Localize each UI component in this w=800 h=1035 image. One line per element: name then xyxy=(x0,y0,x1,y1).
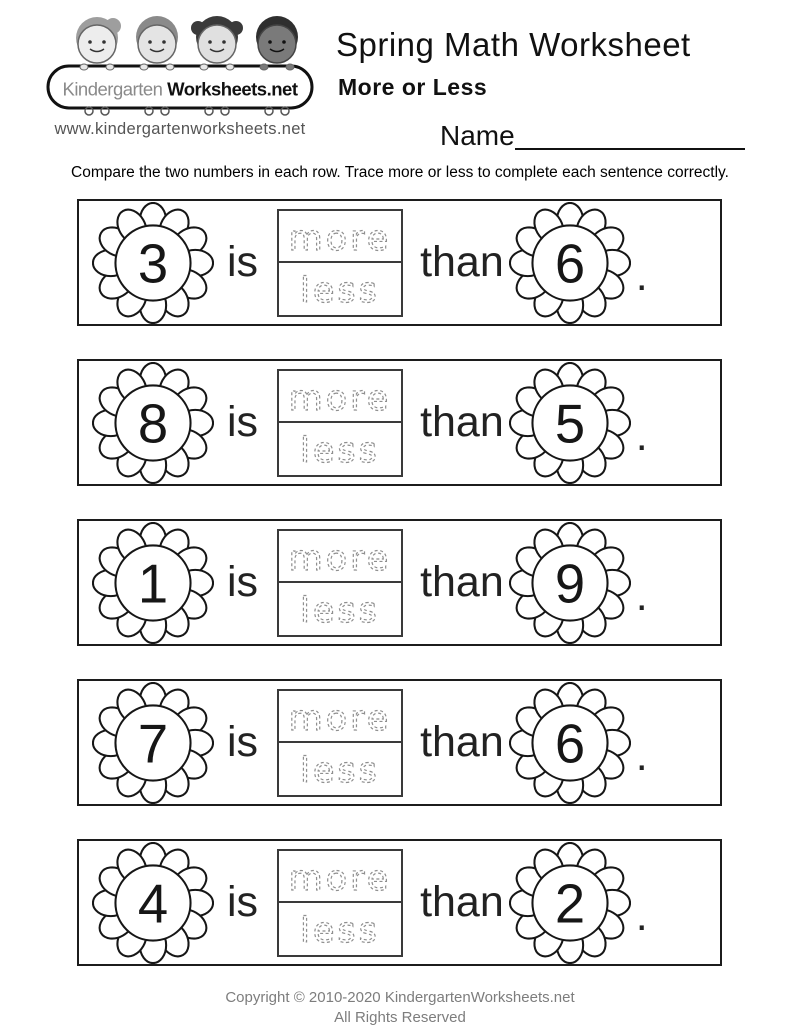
trace-cell-more[interactable] xyxy=(279,531,401,583)
site-logo xyxy=(45,16,315,116)
trace-word-less[interactable]: less xyxy=(300,430,380,471)
trace-word-more[interactable]: more xyxy=(288,858,392,899)
worksheet-header xyxy=(0,0,800,199)
instructions-text: Compare the two numbers in each row. Trace more or less to complete each sentence correctly. xyxy=(71,164,729,181)
trace-word-more[interactable]: more xyxy=(288,698,392,739)
worksheet-row xyxy=(77,359,722,486)
trace-cell-more[interactable] xyxy=(279,211,401,263)
trace-cell-more[interactable] xyxy=(279,691,401,743)
right-number: 6 xyxy=(554,713,585,775)
flower-icon xyxy=(92,362,214,484)
trace-word-more[interactable]: more xyxy=(288,218,392,259)
word-than: than xyxy=(420,718,504,766)
footer xyxy=(0,988,800,1029)
left-number: 1 xyxy=(137,553,169,615)
word-is: is xyxy=(227,558,259,606)
sentence-period: . xyxy=(635,572,648,620)
word-is: is xyxy=(227,238,259,286)
trace-box[interactable] xyxy=(277,369,403,477)
sentence-period: . xyxy=(635,732,648,780)
word-than: than xyxy=(420,558,504,606)
left-number: 8 xyxy=(137,393,169,455)
trace-cell-less[interactable] xyxy=(279,263,401,313)
trace-cell-less[interactable] xyxy=(279,423,401,473)
word-than: than xyxy=(420,878,504,926)
trace-box[interactable] xyxy=(277,689,403,797)
worksheet-rows xyxy=(77,199,722,966)
trace-cell-more[interactable] xyxy=(279,851,401,903)
flower-icon xyxy=(509,362,631,484)
name-input-line[interactable] xyxy=(515,122,745,150)
word-is: is xyxy=(227,718,259,766)
flower-icon xyxy=(92,202,214,324)
trace-word-less[interactable]: less xyxy=(300,590,380,631)
flower-icon xyxy=(509,522,631,644)
page-title: Spring Math Worksheet xyxy=(336,26,691,63)
right-number: 2 xyxy=(554,873,585,935)
page-subtitle: More or Less xyxy=(338,74,488,100)
worksheet-row xyxy=(77,519,722,646)
left-number: 7 xyxy=(137,713,169,775)
right-number: 6 xyxy=(554,233,585,295)
word-is: is xyxy=(227,878,259,926)
trace-box[interactable] xyxy=(277,849,403,957)
kids-illustration xyxy=(76,16,298,63)
worksheet-row xyxy=(77,199,722,326)
right-number: 9 xyxy=(554,553,585,615)
logo-text-kindergarten: Kindergarten xyxy=(62,78,163,100)
flower-icon xyxy=(509,202,631,324)
copyright-line: Copyright © 2010-2020 KindergartenWorksheets.net xyxy=(225,989,575,1006)
trace-cell-less[interactable] xyxy=(279,583,401,633)
trace-word-more[interactable]: more xyxy=(288,378,392,419)
trace-word-less[interactable]: less xyxy=(300,750,380,791)
name-row xyxy=(440,114,745,150)
flower-icon xyxy=(92,682,214,804)
trace-word-less[interactable]: less xyxy=(300,270,380,311)
trace-box[interactable] xyxy=(277,209,403,317)
rights-line: All Rights Reserved xyxy=(334,1009,466,1027)
word-than: than xyxy=(420,398,504,446)
flower-icon xyxy=(92,522,214,644)
worksheet-row xyxy=(77,839,722,966)
trace-cell-more[interactable] xyxy=(279,371,401,423)
left-number: 4 xyxy=(137,873,169,935)
word-is: is xyxy=(227,398,259,446)
word-than: than xyxy=(420,238,504,286)
site-url: www.kindergartenworksheets.net xyxy=(54,120,306,138)
trace-cell-less[interactable] xyxy=(279,903,401,953)
right-number: 5 xyxy=(554,393,585,455)
trace-word-less[interactable]: less xyxy=(300,910,380,951)
sentence-period: . xyxy=(635,252,648,300)
flower-icon xyxy=(509,842,631,964)
sentence-period: . xyxy=(635,892,648,940)
sentence-period: . xyxy=(635,412,648,460)
trace-cell-less[interactable] xyxy=(279,743,401,793)
trace-box[interactable] xyxy=(277,529,403,637)
left-number: 3 xyxy=(137,233,169,295)
logo-text-worksheets: Worksheets.net xyxy=(167,78,298,100)
trace-word-more[interactable]: more xyxy=(288,538,392,579)
name-label: Name xyxy=(440,120,515,151)
flower-icon xyxy=(92,842,214,964)
worksheet-row xyxy=(77,679,722,806)
flower-icon xyxy=(509,682,631,804)
logo-wordmark xyxy=(62,79,297,100)
